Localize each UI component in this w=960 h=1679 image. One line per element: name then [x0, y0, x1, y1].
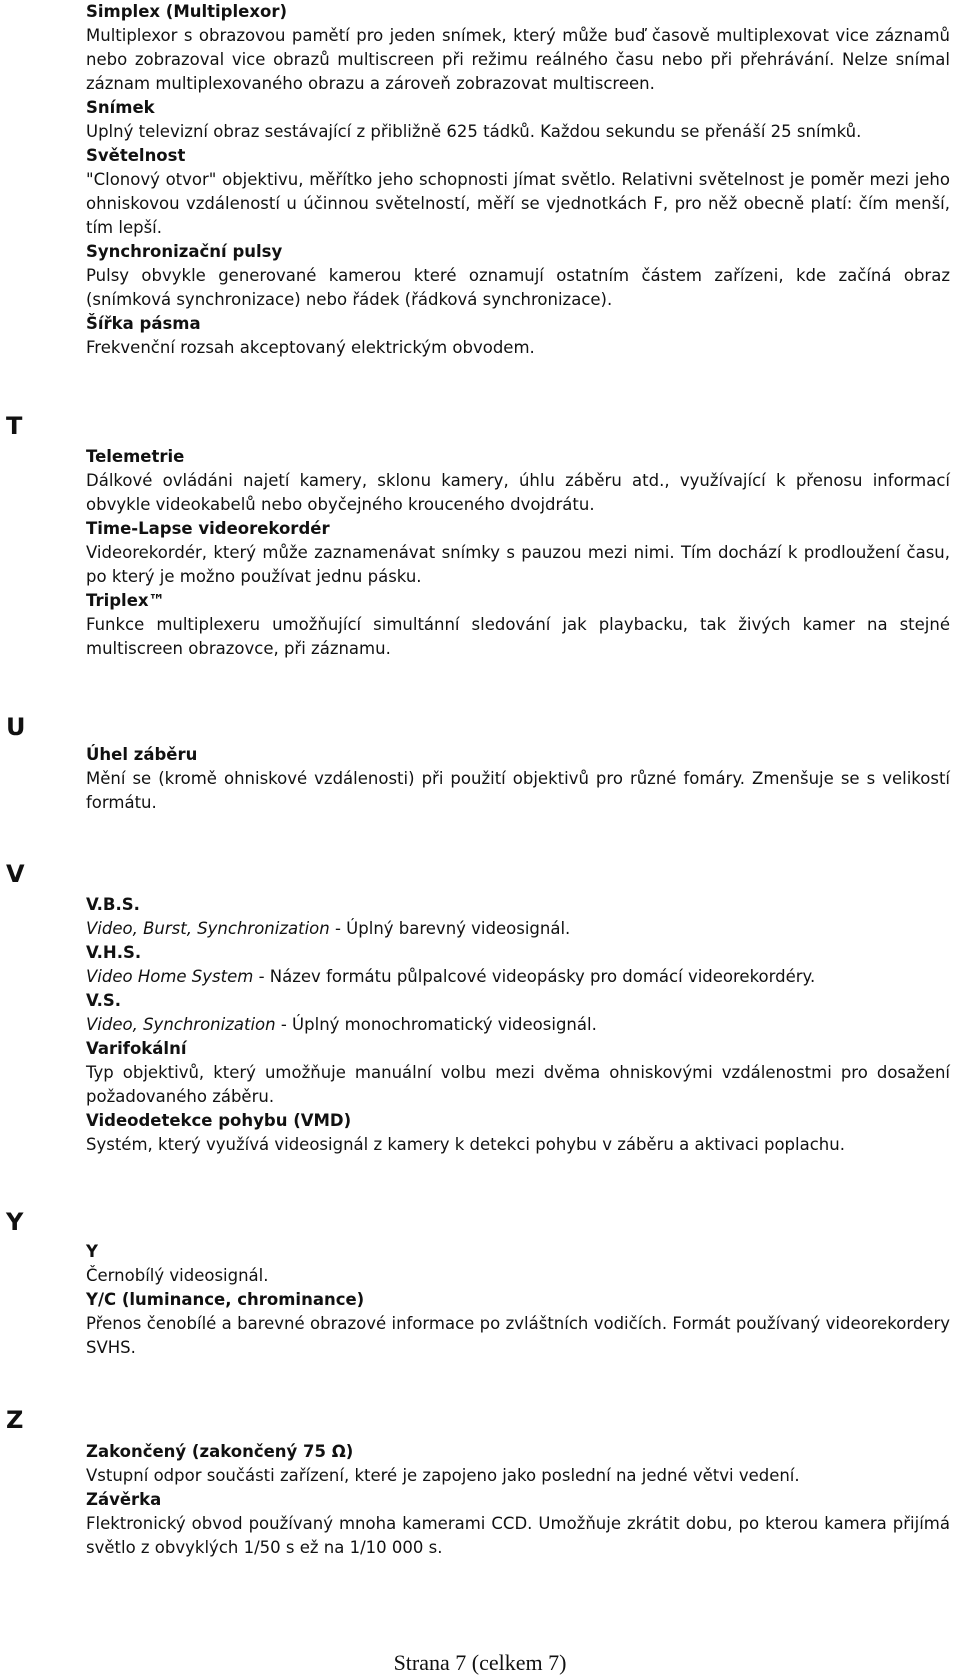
term-y: Y	[86, 1242, 98, 1261]
definition-zakonceny: Vstupní odpor součásti zařízení, které je zapojeno jako poslední na jedné větvi vedení.	[86, 1466, 800, 1485]
definition-yc: Přenos čenobílé a barevné obrazové informace po zvláštních vodičích. Formát používaný videorekordery SVHS.	[86, 1314, 950, 1357]
definition-vhs-expansion: Video Home System	[86, 967, 254, 986]
definition-time-lapse: Videorekordér, který může zaznamenávat snímky s pauzou mezi nimi. Tím dochází k prodloužení času, po který je možno používat jednu pásku.	[86, 543, 950, 586]
term-yc: Y/C (luminance, chrominance)	[86, 1290, 365, 1309]
definition-vhs	[86, 965, 950, 989]
section-s	[86, 0, 950, 360]
definition-snimek: Uplný televizní obraz sestávající z přibližně 625 tádků. Každou sekundu se přenáší 25 snímků.	[86, 122, 862, 141]
term-synchronizacni-pulsy: Synchronizační pulsy	[86, 242, 283, 261]
definition-simplex: Multiplexor s obrazovou pamětí pro jeden snímek, který může buď časově multiplexovat vice záznamů nebo zobrazoval vice obrazů multiscreen při režimu reálného času nebo při přehrávání. Nelze snímal záznam multiplexovaného obrazu a zároveň zobrazovat multiscreen.	[86, 26, 950, 93]
term-sirka-pasma: Šířka pásma	[86, 314, 201, 333]
page-number-footer: Strana 7 (celkem 7)	[393, 1650, 567, 1675]
section-z	[86, 1440, 950, 1560]
definition-vbs-expansion: Video, Burst, Synchronization	[86, 919, 330, 938]
term-vhs: V.H.S.	[86, 943, 142, 962]
term-vs: V.S.	[86, 991, 122, 1010]
definition-vs	[86, 1013, 950, 1037]
section-y	[86, 1240, 950, 1360]
term-snimek: Snímek	[86, 98, 155, 117]
section-letter-u: U	[6, 713, 26, 741]
term-telemetrie: Telemetrie	[86, 447, 185, 466]
term-triplex: Triplex™	[86, 591, 166, 610]
definition-zaverka: Flektronický obvod používaný mnoha kamerami CCD. Umožňuje zkrátit dobu, po kterou kamera přijímá světlo z obvyklých 1/50 s ež na 1/10 000 s.	[86, 1514, 950, 1557]
definition-vs-expansion: Video, Synchronization	[86, 1015, 276, 1034]
section-letter-z: Z	[6, 1406, 24, 1434]
section-letter-v: V	[6, 860, 25, 888]
term-zaverka: Závěrka	[86, 1490, 162, 1509]
definition-videodetekce: Systém, který využívá videosignál z kamery k detekci pohybu v záběru a aktivaci poplachu.	[86, 1135, 845, 1154]
section-v	[86, 893, 950, 1157]
section-t	[86, 445, 950, 661]
definition-telemetrie: Dálkové ovládáni najetí kamery, sklonu kamery, úhlu záběru atd., využívající k přenosu informací obvykle videokabelů nebo obyčejného krouceného dvojdrátu.	[86, 471, 950, 514]
section-u	[86, 743, 950, 815]
definition-uhel-zaberu: Mění se (kromě ohniskové vzdálenosti) při použití objektivů pro různé fomáry. Zmenšuje se s velikostí formátu.	[86, 769, 950, 812]
definition-sirka-pasma: Frekvenční rozsah akceptovaný elektrickým obvodem.	[86, 338, 535, 357]
definition-y: Černobílý videosignál.	[86, 1266, 269, 1285]
definition-varifokalni: Typ objektivů, který umožňuje manuální volbu mezi dvěma ohniskovými vzdálenostmi pro dosažení požadovaného záběru.	[86, 1063, 950, 1106]
definition-svetelnost: "Clonový otvor" objektivu, měřítko jeho schopnosti jímat světlo. Relativni světelnost je poměr mezi jeho ohniskovou vzdáleností u účinnou světelností, měří se vjednotkách F, pro něž obecně platí: čím menší, tím lepší.	[86, 170, 950, 237]
section-letter-y: Y	[6, 1208, 24, 1236]
term-uhel-zaberu: Úhel záběru	[86, 745, 198, 764]
definition-vhs-text: - Název formátu půlpalcové videopásky pro domácí videorekordéry.	[253, 967, 816, 986]
term-time-lapse: Time-Lapse videorekordér	[86, 519, 330, 538]
term-vbs: V.B.S.	[86, 895, 140, 914]
definition-vbs	[86, 917, 950, 941]
definition-vbs-text: - Úplný barevný videosignál.	[329, 919, 571, 938]
term-varifokalni: Varifokální	[86, 1039, 187, 1058]
term-simplex: Simplex (Multiplexor)	[86, 2, 287, 21]
definition-vs-text: - Úplný monochromatický videosignál.	[275, 1015, 597, 1034]
definition-synchronizacni-pulsy: Pulsy obvykle generované kamerou které oznamují ostatním částem zařízeni, kde začíná obraz (snímková synchronizace) nebo řádek (řádková synchronizace).	[86, 266, 950, 309]
term-videodetekce: Videodetekce pohybu (VMD)	[86, 1111, 352, 1130]
term-svetelnost: Světelnost	[86, 146, 186, 165]
section-letter-t: T	[6, 412, 23, 440]
definition-triplex: Funkce multiplexeru umožňující simultánní sledování jak playbacku, tak živých kamer na stejné multiscreen obrazovce, při záznamu.	[86, 615, 950, 658]
term-zakonceny: Zakončený (zakončený 75 Ω)	[86, 1442, 354, 1461]
